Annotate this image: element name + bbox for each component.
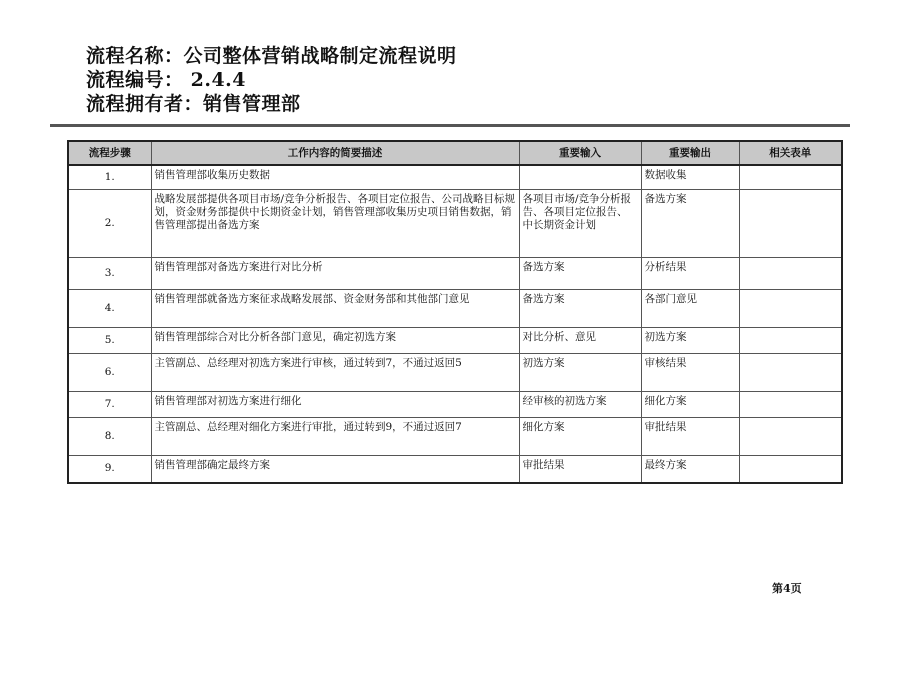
column-header-step: 流程步骤 [68, 141, 151, 165]
form-cell [739, 417, 842, 455]
column-header-description: 工作内容的简要描述 [151, 141, 519, 165]
step-cell: 9. [68, 455, 151, 483]
description-cell: 销售管理部对初选方案进行细化 [151, 391, 519, 417]
output-cell: 备选方案 [641, 189, 739, 257]
input-cell [519, 165, 641, 189]
process-number: 流程编号： 2.4.4 [86, 69, 247, 91]
table-row [68, 289, 842, 327]
process-owner: 流程拥有者：销售管理部 [86, 93, 301, 115]
description-cell: 销售管理部综合对比分析各部门意见，确定初选方案 [151, 327, 519, 353]
process-table-container [67, 140, 841, 484]
output-cell: 数据收集 [641, 165, 739, 189]
step-cell: 1. [68, 165, 151, 189]
table-row [68, 327, 842, 353]
process-table [67, 140, 843, 484]
description-cell: 主管副总、总经理对初选方案进行审核，通过转到7，不通过返回5 [151, 353, 519, 391]
input-cell: 审批结果 [519, 455, 641, 483]
form-cell [739, 257, 842, 289]
input-cell: 初选方案 [519, 353, 641, 391]
column-header-output: 重要输出 [641, 141, 739, 165]
table-header-row [68, 141, 842, 165]
form-cell [739, 189, 842, 257]
page-number: 第4页 [772, 582, 802, 595]
process-name: 流程名称：公司整体营销战略制定流程说明 [86, 45, 457, 67]
table-row [68, 257, 842, 289]
output-cell: 审批结果 [641, 417, 739, 455]
column-header-input: 重要输入 [519, 141, 641, 165]
step-cell: 4. [68, 289, 151, 327]
input-cell: 备选方案 [519, 289, 641, 327]
header-divider [50, 124, 850, 127]
description-cell: 主管副总、总经理对细化方案进行审批，通过转到9，不通过返回7 [151, 417, 519, 455]
step-cell: 3. [68, 257, 151, 289]
input-cell: 各项目市场/竞争分析报告、各项目定位报告、中长期资金计划 [519, 189, 641, 257]
column-header-forms: 相关表单 [739, 141, 842, 165]
table-row [68, 353, 842, 391]
output-cell: 分析结果 [641, 257, 739, 289]
input-cell: 细化方案 [519, 417, 641, 455]
step-cell: 8. [68, 417, 151, 455]
table-row [68, 165, 842, 189]
output-cell: 细化方案 [641, 391, 739, 417]
output-cell: 各部门意见 [641, 289, 739, 327]
form-cell [739, 391, 842, 417]
form-cell [739, 353, 842, 391]
description-cell: 战略发展部提供各项目市场/竞争分析报告、各项目定位报告、公司战略目标规划，资金财务部提供中长期资金计划，销售管理部收集历史项目销售数据，销售管理部提出备选方案 [151, 189, 519, 257]
form-cell [739, 327, 842, 353]
table-row [68, 391, 842, 417]
table-row [68, 417, 842, 455]
form-cell [739, 165, 842, 189]
input-cell: 对比分析、意见 [519, 327, 641, 353]
step-cell: 6. [68, 353, 151, 391]
step-cell: 7. [68, 391, 151, 417]
document-header [86, 44, 457, 116]
table-row [68, 455, 842, 483]
form-cell [739, 455, 842, 483]
form-cell [739, 289, 842, 327]
output-cell: 最终方案 [641, 455, 739, 483]
input-cell: 经审核的初选方案 [519, 391, 641, 417]
description-cell: 销售管理部确定最终方案 [151, 455, 519, 483]
description-cell: 销售管理部就备选方案征求战略发展部、资金财务部和其他部门意见 [151, 289, 519, 327]
description-cell: 销售管理部对备选方案进行对比分析 [151, 257, 519, 289]
step-cell: 5. [68, 327, 151, 353]
table-row [68, 189, 842, 257]
description-cell: 销售管理部收集历史数据 [151, 165, 519, 189]
step-cell: 2. [68, 189, 151, 257]
output-cell: 审核结果 [641, 353, 739, 391]
input-cell: 备选方案 [519, 257, 641, 289]
output-cell: 初选方案 [641, 327, 739, 353]
